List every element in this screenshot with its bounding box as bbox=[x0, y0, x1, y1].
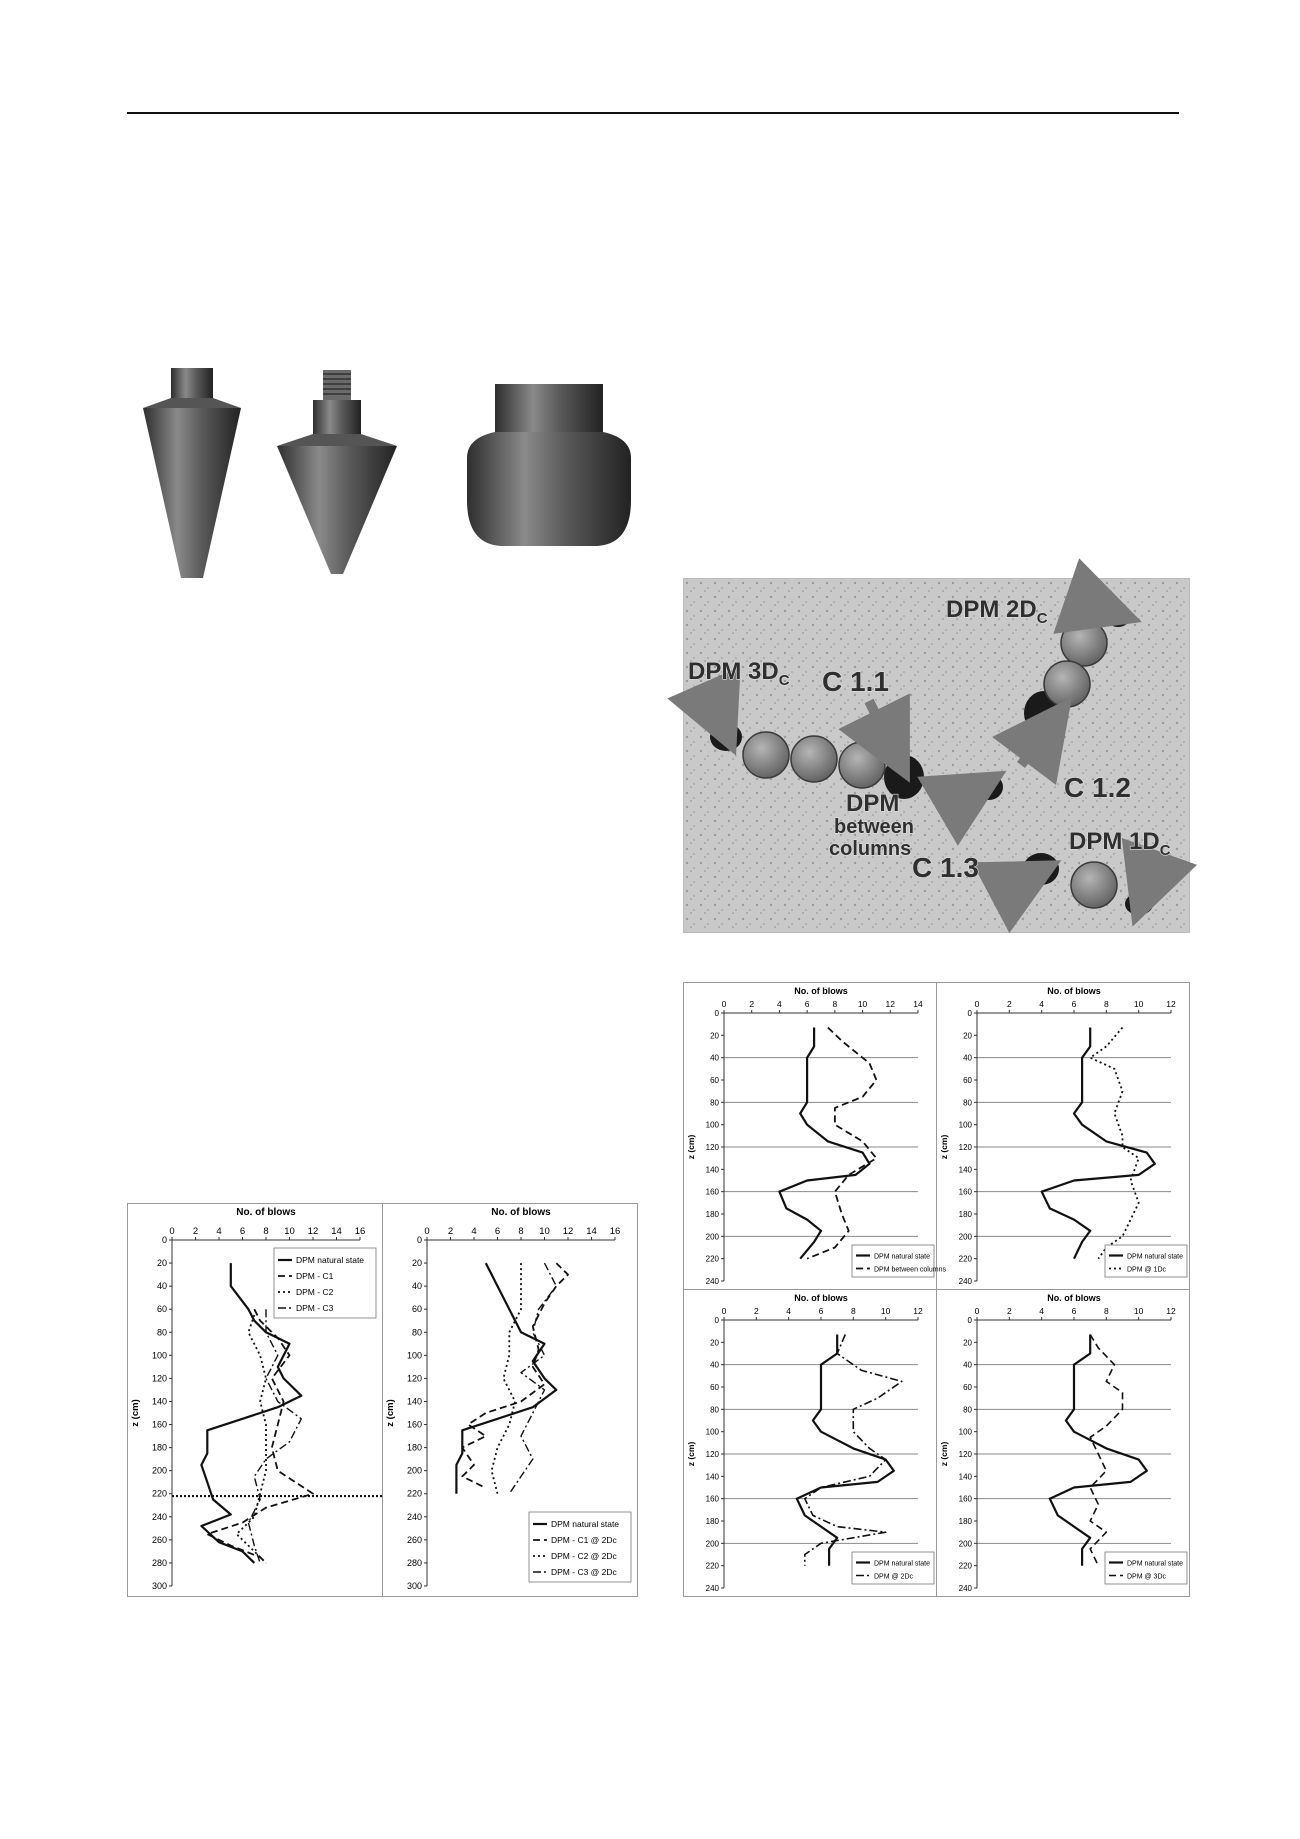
x-tick-label: 14 bbox=[913, 999, 923, 1009]
header-rule bbox=[127, 112, 1179, 114]
label-dpm-2dc: DPM $2D_C$ bbox=[946, 596, 1048, 627]
y-tick-label: 80 bbox=[963, 1098, 972, 1108]
y-tick-label: 200 bbox=[151, 1465, 167, 1476]
right-charts-figure bbox=[683, 982, 1190, 1597]
x-tick-label: 0 bbox=[721, 999, 727, 1009]
series-line-1 bbox=[462, 1263, 568, 1488]
chart-left-a bbox=[128, 1204, 382, 1596]
y-tick-label: 0 bbox=[714, 1009, 719, 1018]
y-tick-label: 220 bbox=[151, 1488, 167, 1499]
y-tick-label: 60 bbox=[411, 1304, 422, 1315]
chart-left-b bbox=[383, 1204, 637, 1596]
y-tick-label: 300 bbox=[151, 1581, 167, 1591]
legend-label: DPM - C2 bbox=[296, 1287, 334, 1297]
legend bbox=[274, 1248, 376, 1318]
cone-tip-icon bbox=[143, 368, 241, 578]
y-tick-label: 20 bbox=[156, 1258, 167, 1269]
label-dpm-between-2: between bbox=[834, 816, 915, 838]
y-tick-label: 80 bbox=[411, 1327, 422, 1338]
legend-label: DPM natural state bbox=[874, 1560, 931, 1568]
y-axis-label: z (cm) bbox=[939, 1134, 949, 1160]
series-line-0 bbox=[797, 1335, 894, 1566]
y-tick-label: 240 bbox=[151, 1511, 167, 1522]
y-tick-label: 220 bbox=[705, 1561, 719, 1571]
label-c13: C 1.3 bbox=[912, 852, 979, 883]
x-tick-label: 10 bbox=[857, 999, 868, 1009]
y-axis-label: z (cm) bbox=[686, 1134, 696, 1160]
y-tick-label: 160 bbox=[958, 1187, 972, 1197]
y-tick-label: 300 bbox=[406, 1581, 422, 1591]
x-tick-label: 0 bbox=[721, 1306, 727, 1316]
x-tick-label: 10 bbox=[539, 1226, 550, 1237]
x-tick-label: 2 bbox=[447, 1226, 454, 1237]
y-tick-label: 0 bbox=[416, 1235, 422, 1245]
x-tick-label: 12 bbox=[1166, 999, 1176, 1009]
x-tick-label: 14 bbox=[586, 1226, 597, 1237]
legend-label: DPM - C1 @ 2Dc bbox=[551, 1535, 617, 1545]
label-c11: C 1.1 bbox=[822, 666, 889, 697]
y-tick-label: 240 bbox=[958, 1584, 972, 1593]
legend-label: DPM natural state bbox=[874, 1253, 931, 1261]
y-tick-label: 280 bbox=[406, 1557, 422, 1568]
y-tick-label: 140 bbox=[958, 1472, 972, 1482]
x-tick-label: 10 bbox=[880, 1306, 891, 1316]
x-tick-label: 12 bbox=[562, 1226, 574, 1237]
chart-right-1dc bbox=[937, 983, 1189, 1289]
y-tick-label: 40 bbox=[710, 1053, 719, 1063]
x-tick-label: 8 bbox=[1103, 999, 1109, 1009]
label-dpm-between-1: DPM bbox=[846, 790, 900, 817]
y-tick-label: 20 bbox=[710, 1338, 719, 1348]
y-tick-label: 160 bbox=[406, 1419, 422, 1430]
y-tick-label: 60 bbox=[963, 1076, 972, 1085]
blunt-tip-icon bbox=[467, 384, 631, 546]
y-tick-label: 200 bbox=[705, 1232, 719, 1242]
x-tick-label: 4 bbox=[1039, 1306, 1045, 1316]
y-tick-label: 220 bbox=[406, 1488, 422, 1499]
y-tick-label: 100 bbox=[705, 1427, 719, 1437]
y-tick-label: 220 bbox=[958, 1254, 972, 1264]
y-tick-label: 240 bbox=[705, 1277, 719, 1286]
x-tick-label: 6 bbox=[804, 999, 810, 1009]
y-tick-label: 40 bbox=[963, 1360, 972, 1370]
legend bbox=[1105, 1552, 1187, 1584]
x-tick-label: 0 bbox=[169, 1226, 175, 1237]
y-tick-label: 220 bbox=[958, 1561, 972, 1571]
x-tick-label: 12 bbox=[913, 1306, 923, 1316]
y-tick-label: 120 bbox=[958, 1450, 972, 1459]
legend-label: DPM @ 1Dc bbox=[1127, 1266, 1166, 1274]
series-line-1 bbox=[807, 1028, 876, 1259]
chart-title: No. of blows bbox=[1047, 1293, 1101, 1303]
left-charts-figure bbox=[127, 1203, 638, 1597]
x-tick-label: 6 bbox=[1071, 1306, 1077, 1316]
x-tick-label: 2 bbox=[1006, 999, 1012, 1009]
chart-title: No. of blows bbox=[1047, 986, 1101, 996]
x-tick-label: 10 bbox=[284, 1226, 295, 1237]
legend bbox=[1105, 1245, 1187, 1277]
chart-right-between-columns bbox=[684, 983, 946, 1289]
x-tick-label: 16 bbox=[609, 1226, 621, 1237]
chart-title: No. of blows bbox=[794, 1293, 848, 1303]
y-tick-label: 60 bbox=[710, 1076, 719, 1085]
legend-label: DPM - C3 bbox=[296, 1303, 334, 1313]
y-tick-label: 20 bbox=[963, 1031, 972, 1041]
y-tick-label: 0 bbox=[714, 1316, 719, 1325]
x-tick-label: 8 bbox=[518, 1226, 524, 1237]
legend-label: DPM - C2 @ 2Dc bbox=[551, 1551, 617, 1561]
series-line-1 bbox=[1090, 1335, 1122, 1566]
y-tick-label: 0 bbox=[967, 1009, 972, 1018]
x-tick-label: 4 bbox=[471, 1226, 477, 1237]
legend-label: DPM between columns bbox=[874, 1266, 946, 1274]
x-tick-label: 10 bbox=[1133, 1306, 1144, 1316]
legend bbox=[529, 1512, 631, 1582]
legend-label: DPM natural state bbox=[1127, 1560, 1184, 1568]
x-tick-label: 2 bbox=[192, 1226, 199, 1237]
series-line-0 bbox=[1042, 1028, 1155, 1259]
series-line-1 bbox=[207, 1309, 313, 1563]
chart-title: No. of blows bbox=[794, 986, 848, 996]
y-tick-label: 260 bbox=[151, 1534, 167, 1545]
y-tick-label: 100 bbox=[705, 1120, 719, 1130]
y-tick-label: 100 bbox=[151, 1350, 167, 1361]
label-c12: C 1.2 bbox=[1064, 772, 1131, 803]
legend-label: DPM natural state bbox=[296, 1255, 365, 1265]
y-tick-label: 220 bbox=[705, 1254, 719, 1264]
y-tick-label: 160 bbox=[705, 1494, 719, 1504]
y-tick-label: 200 bbox=[958, 1539, 972, 1549]
label-dpm-between-3: columns bbox=[829, 838, 912, 860]
y-tick-label: 120 bbox=[958, 1143, 972, 1152]
y-tick-label: 100 bbox=[958, 1427, 972, 1437]
y-tick-label: 40 bbox=[411, 1281, 422, 1292]
site-photo bbox=[683, 578, 1190, 933]
x-tick-label: 0 bbox=[974, 1306, 980, 1316]
y-tick-label: 140 bbox=[151, 1396, 167, 1407]
y-tick-label: 140 bbox=[705, 1165, 719, 1175]
y-tick-label: 240 bbox=[705, 1584, 719, 1593]
y-tick-label: 200 bbox=[406, 1465, 422, 1476]
y-tick-label: 60 bbox=[156, 1304, 167, 1315]
y-tick-label: 60 bbox=[963, 1383, 972, 1392]
y-tick-label: 20 bbox=[710, 1031, 719, 1041]
chart-right-3dc bbox=[937, 1290, 1189, 1596]
y-tick-label: 180 bbox=[151, 1442, 167, 1453]
x-tick-label: 0 bbox=[424, 1226, 430, 1237]
y-axis-label: z (cm) bbox=[130, 1399, 141, 1427]
legend bbox=[852, 1552, 934, 1584]
y-tick-label: 180 bbox=[705, 1517, 719, 1526]
x-tick-label: 4 bbox=[1039, 999, 1045, 1009]
legend bbox=[852, 1245, 946, 1277]
y-tick-label: 100 bbox=[406, 1350, 422, 1361]
chart-title: No. of blows bbox=[236, 1207, 296, 1218]
x-tick-label: 8 bbox=[850, 1306, 856, 1316]
y-tick-label: 180 bbox=[958, 1210, 972, 1219]
legend-label: DPM @ 3Dc bbox=[1127, 1573, 1166, 1581]
legend-label: DPM - C3 @ 2Dc bbox=[551, 1567, 617, 1577]
y-tick-label: 280 bbox=[151, 1557, 167, 1568]
y-tick-label: 0 bbox=[967, 1316, 972, 1325]
y-tick-label: 20 bbox=[963, 1338, 972, 1348]
y-tick-label: 160 bbox=[151, 1419, 167, 1430]
y-tick-label: 40 bbox=[710, 1360, 719, 1370]
legend-label: DPM natural state bbox=[1127, 1253, 1184, 1261]
label-dpm-1dc: DPM $1D_C$ bbox=[1069, 828, 1171, 859]
y-tick-label: 180 bbox=[958, 1517, 972, 1526]
y-axis-label: z (cm) bbox=[686, 1441, 696, 1467]
y-tick-label: 120 bbox=[151, 1373, 167, 1384]
series-line-2 bbox=[237, 1315, 266, 1563]
x-tick-label: 16 bbox=[354, 1226, 366, 1237]
y-tick-label: 60 bbox=[710, 1383, 719, 1392]
y-tick-label: 20 bbox=[411, 1258, 422, 1269]
cone-tip-threaded-icon bbox=[277, 370, 397, 574]
legend-label: DPM @ 2Dc bbox=[874, 1573, 913, 1581]
y-tick-label: 240 bbox=[406, 1511, 422, 1522]
x-tick-label: 2 bbox=[753, 1306, 759, 1316]
x-tick-label: 12 bbox=[307, 1226, 319, 1237]
y-tick-label: 120 bbox=[705, 1450, 719, 1459]
chart-title: No. of blows bbox=[491, 1207, 551, 1218]
y-tick-label: 0 bbox=[161, 1235, 167, 1245]
x-tick-label: 6 bbox=[239, 1226, 246, 1237]
y-tick-label: 140 bbox=[958, 1165, 972, 1175]
y-axis-label: z (cm) bbox=[939, 1441, 949, 1467]
x-tick-label: 8 bbox=[263, 1226, 269, 1237]
x-tick-label: 0 bbox=[974, 999, 980, 1009]
x-tick-label: 12 bbox=[1166, 1306, 1176, 1316]
y-tick-label: 80 bbox=[710, 1098, 719, 1108]
x-tick-label: 2 bbox=[749, 999, 755, 1009]
label-dpm-3dc: DPM $3D_C$ bbox=[688, 658, 790, 689]
x-tick-label: 8 bbox=[832, 999, 838, 1009]
y-tick-label: 200 bbox=[705, 1539, 719, 1549]
legend-label: DPM - C1 bbox=[296, 1271, 334, 1281]
series-line-2 bbox=[492, 1263, 521, 1494]
y-tick-label: 140 bbox=[705, 1472, 719, 1482]
y-axis-label: z (cm) bbox=[385, 1399, 396, 1427]
x-tick-label: 6 bbox=[1071, 999, 1077, 1009]
x-tick-label: 4 bbox=[216, 1226, 222, 1237]
x-tick-label: 4 bbox=[777, 999, 782, 1009]
x-tick-label: 6 bbox=[818, 1306, 824, 1316]
y-tick-label: 80 bbox=[963, 1405, 972, 1415]
series-line-0 bbox=[1050, 1335, 1147, 1566]
x-tick-label: 4 bbox=[786, 1306, 792, 1316]
chart-right-2dc bbox=[684, 1290, 936, 1596]
y-tick-label: 180 bbox=[705, 1210, 719, 1219]
x-tick-label: 14 bbox=[331, 1226, 342, 1237]
series-line-0 bbox=[779, 1028, 869, 1259]
y-tick-label: 240 bbox=[958, 1277, 972, 1286]
y-tick-label: 40 bbox=[963, 1053, 972, 1063]
y-tick-label: 80 bbox=[156, 1327, 167, 1338]
legend-label: DPM natural state bbox=[551, 1519, 620, 1529]
x-tick-label: 10 bbox=[1133, 999, 1144, 1009]
y-tick-label: 160 bbox=[705, 1187, 719, 1197]
y-tick-label: 40 bbox=[156, 1281, 167, 1292]
x-tick-label: 6 bbox=[494, 1226, 501, 1237]
penetrometer-tips-figure bbox=[127, 368, 657, 588]
x-tick-label: 2 bbox=[1006, 1306, 1012, 1316]
y-tick-label: 260 bbox=[406, 1534, 422, 1545]
y-tick-label: 200 bbox=[958, 1232, 972, 1242]
y-tick-label: 180 bbox=[406, 1442, 422, 1453]
x-tick-label: 8 bbox=[1103, 1306, 1109, 1316]
x-tick-label: 12 bbox=[885, 999, 896, 1009]
y-tick-label: 140 bbox=[406, 1396, 422, 1407]
y-tick-label: 100 bbox=[958, 1120, 972, 1130]
series-line-1 bbox=[805, 1335, 902, 1566]
y-tick-label: 160 bbox=[958, 1494, 972, 1504]
y-tick-label: 80 bbox=[710, 1405, 719, 1415]
y-tick-label: 120 bbox=[406, 1373, 422, 1384]
y-tick-label: 120 bbox=[705, 1143, 719, 1152]
